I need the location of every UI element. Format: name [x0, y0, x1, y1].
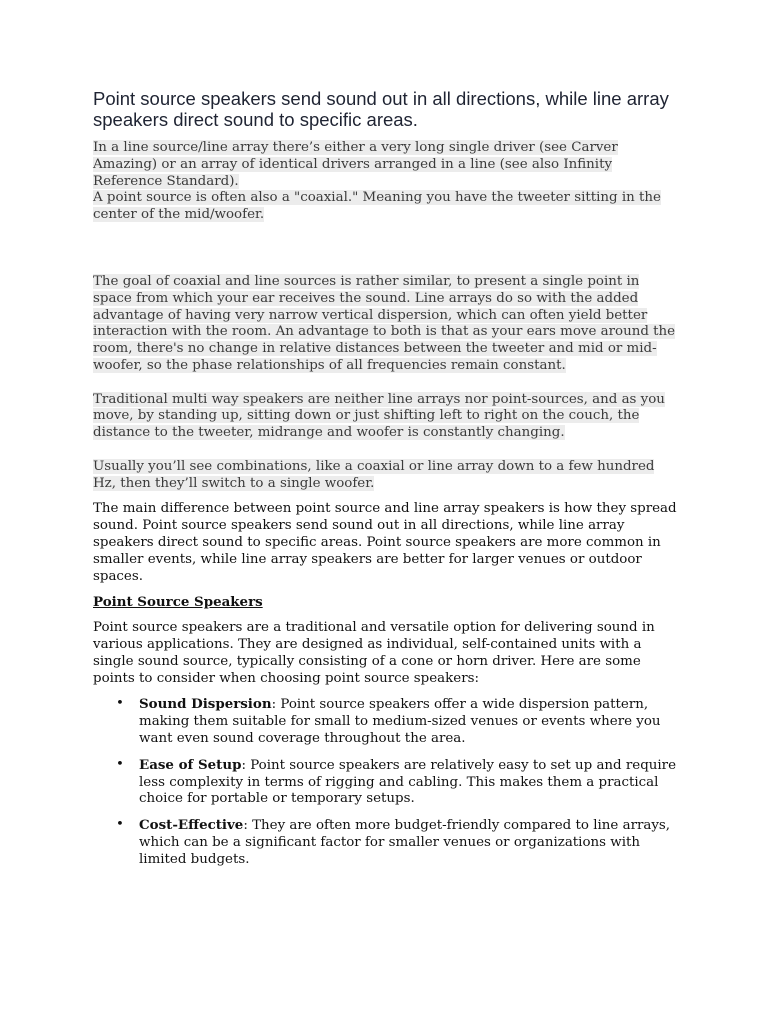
section-paragraph: Point source speakers are a traditional and versatile option for delivering sound in various applications. They are designed as individual, self-contained units with a single sound source, typically consisting of a cone or horn driver. Here are some points to consider when choosing point source speakers:: [93, 620, 655, 686]
list-item: [116, 696, 677, 747]
list-item-text: : They are often more budget-friendly compared to line arrays, which can be a significant factor for smaller venues or organizations with limited budgets.: [139, 818, 671, 867]
intro-paragraph: The main difference between point source and line array speakers is how they spread sound. Point source speakers send sound out in all directions, while line array speakers direct sound to specific areas. Point source speakers are more common in smaller events, while line array speakers are better for larger venues or outdoor spaces.: [93, 501, 677, 584]
quoted-paragraph-2: [93, 274, 677, 375]
list-item: [116, 756, 677, 808]
quoted-paragraph-1: [93, 140, 677, 190]
spacer: [93, 375, 677, 392]
list-item-term: Cost-Effective: [139, 817, 244, 834]
bullet-icon: •: [116, 696, 124, 712]
bullet-icon: •: [116, 756, 124, 772]
bullet-icon: •: [116, 817, 124, 833]
quoted-paragraph-1b: [93, 190, 677, 224]
document-heading: Point source speakers send sound out in all directions, while line array speakers direct sound to specific areas.: [93, 88, 669, 130]
quoted-text: Traditional multi way speakers are neither line arrays nor point-sources, and as you move, by standing up, sitting down or just shifting left to right on the couch, the distance to the tweeter, midrange and woofer is constantly changing.: [93, 391, 665, 441]
document-page: [93, 88, 677, 877]
quoted-text: Usually you’ll see combinations, like a coaxial or line array down to a few hundred Hz, then they’ll switch to a single woofer.: [93, 458, 655, 491]
article-body: [93, 501, 677, 868]
quoted-text: The goal of coaxial and line sources is rather similar, to present a single point in space from which your ear receives the sound. Line arrays do so with the added advantage of having very narrow vertical dispersion, which can often yield better interaction with the room. An advantage to both is that as your ears move around the room, there's no change in relative distances between the tweeter and mid or mid-woofer, so the phase relationships of all frequencies remain constant.: [93, 273, 676, 373]
list-item: [116, 817, 677, 868]
list-item-term: Ease of Setup: [139, 756, 242, 773]
feature-list: [93, 696, 677, 868]
quoted-paragraph-4: [93, 459, 677, 493]
quoted-text: A point source is often also a "coaxial." Meaning you have the tweeter sitting in the center of the mid/woofer.: [93, 190, 661, 223]
spacer: [93, 442, 677, 459]
list-item-text: : Point source speakers offer a wide dispersion pattern, making them suitable for small to medium-sized venues or events where you want even sound coverage throughout the area.: [139, 697, 661, 746]
quoted-excerpt: [93, 140, 677, 492]
quoted-text: In a line source/line array there’s either a very long single driver (see Carver Amazing) or an array of identical drivers arranged in a line (see also Infinity Reference Standard).: [93, 140, 618, 189]
list-item-text: : Point source speakers are relatively easy to set up and require less complexity in terms of rigging and cabling. This makes them a practical choice for portable or temporary setups.: [139, 757, 677, 807]
list-item-term: Sound Dispersion: [139, 696, 272, 713]
section-title: Point Source Speakers: [93, 594, 263, 611]
quoted-paragraph-3: [93, 392, 677, 442]
spacer: [93, 224, 677, 274]
